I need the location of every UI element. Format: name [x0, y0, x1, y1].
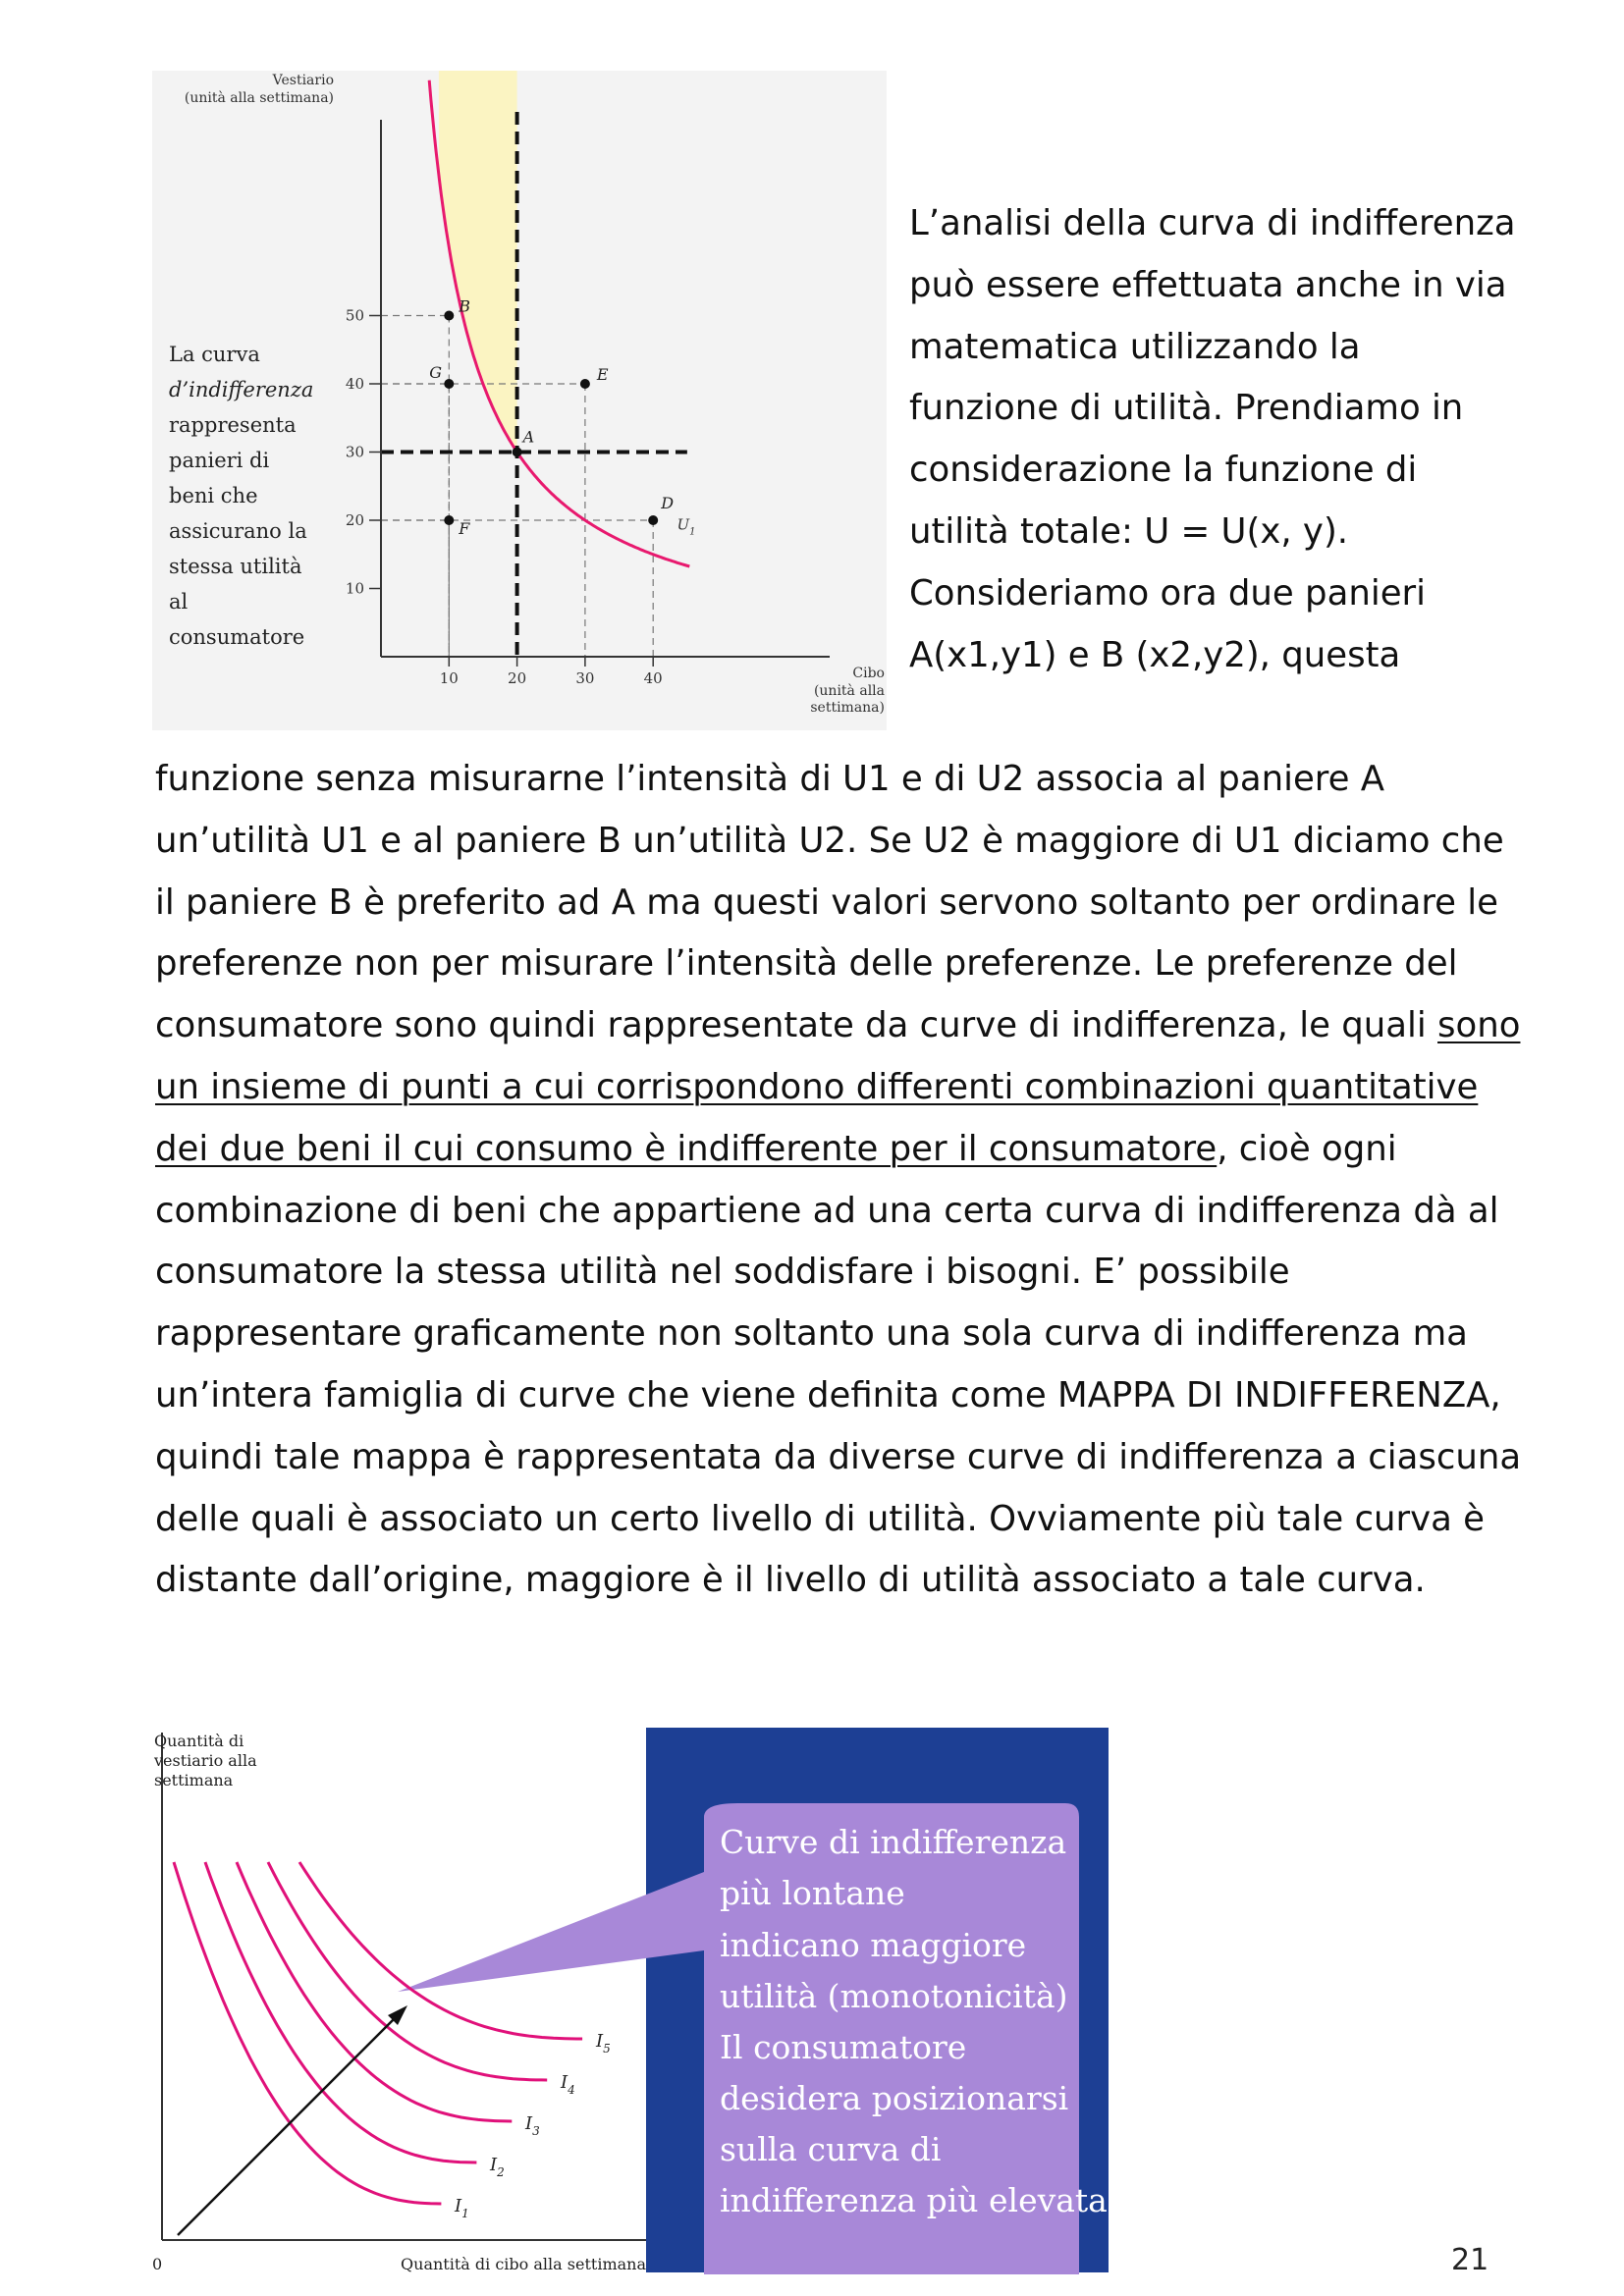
- x-axis-title: Quantità di cibo alla settimana: [401, 2255, 646, 2273]
- page-number: 21: [1451, 2243, 1489, 2277]
- annotation-line: consumatore: [169, 625, 305, 649]
- x-axis-title-line: Cibo: [852, 666, 885, 681]
- paragraph-main: [155, 749, 1530, 1612]
- y-axis-title-line: (unità alla settimana): [184, 90, 334, 106]
- y-axis-title-line: vestiario alla: [154, 1751, 257, 1770]
- callout-line: Il consumatore: [720, 2028, 967, 2066]
- annotation-line: assicurano la: [169, 519, 307, 543]
- y-tick-label: 10: [345, 579, 364, 598]
- callout-line: più lontane: [720, 1874, 905, 1912]
- curve-label-i1: $I_1$: [455, 2196, 469, 2220]
- y-tick-label: 20: [345, 511, 364, 529]
- annotation-line: La curva: [169, 343, 260, 366]
- x-tick-label: 30: [575, 669, 595, 687]
- paragraph-intro: L’analisi della curva di indifferenza può essere effettuata anche in via matematica utilizzando la funzione di utilità. Prendiamo in considerazione la funzione di utilità totale: U = U(x, y). Consideriamo ora due panieri A(x1,y1) e B (x2,y2), questa: [909, 203, 1516, 675]
- x-tick-label: 40: [643, 669, 663, 687]
- annotation-line: beni che: [169, 484, 258, 507]
- point-label-b: B: [459, 296, 471, 316]
- y-axis-title-line: Quantità di: [154, 1732, 244, 1750]
- origin-label: 0: [152, 2255, 163, 2273]
- y-axis-title-line: Vestiario: [272, 73, 334, 88]
- annotation-line: stessa utilità: [169, 555, 302, 578]
- callout-line: Curve di indifferenza: [720, 1823, 1067, 1861]
- point-label-f: F: [459, 519, 470, 538]
- callout-line: sulla curva di: [720, 2130, 942, 2168]
- point-label-g: G: [429, 363, 443, 382]
- annotation-line: d’indifferenza: [169, 378, 314, 401]
- curve-label-u1: $U_1$: [677, 515, 696, 538]
- paragraph-text: , cioè ogni combinazione di beni che appartiene ad una certa curva di indifferenza dà al consumatore la stessa utilità nel soddisfare i bisogni. E’ possibile rappresentare graficamente non soltanto una sola curva di indifferenza ma un’intera famiglia di curve che viene definita come MAPPA DI INDIFFERENZA, quindi tale mappa è rappresentata da diverse curve di indifferenza a ciascuna delle quali è associato un certo livello di utilità. Ovviamente più tale curva è distante dall’origine, maggiore è il livello di utilità associato a tale curva.: [155, 1128, 1522, 1601]
- x-axis-title-line: (unità alla: [813, 683, 885, 699]
- callout-line: utilità (monotonicità): [720, 1977, 1068, 2015]
- annotation-line: al: [169, 590, 189, 614]
- x-axis-title-line: settimana): [810, 700, 885, 716]
- indifference-curve-figure: [152, 71, 887, 730]
- curve-label-i5: $I_5$: [596, 2031, 611, 2056]
- curve-label-i4: $I_4$: [561, 2072, 575, 2097]
- point-d: [648, 515, 658, 525]
- curve-label-i2: $I_2$: [490, 2155, 505, 2179]
- annotation-line: rappresenta: [169, 413, 297, 437]
- callout-line: indifferenza più elevata: [720, 2181, 1108, 2219]
- paragraph-text: funzione senza misurarne l’intensità di U1 e di U2 associa al paniere A un’utilità U1 e al paniere B un’utilità U2. Se U2 è maggiore di U1 diciamo che il paniere B è preferito ad A ma questi valori servono soltanto per ordinare le preferenze non per misurare l’intensità delle preferenze. Le preferenze del consumatore sono quindi rappresentate da curve di indifferenza, le quali: [155, 759, 1504, 1046]
- y-axis-title-line: settimana: [154, 1771, 234, 1789]
- point-label-e: E: [596, 365, 609, 384]
- x-tick-label: 20: [508, 669, 527, 687]
- point-g: [444, 379, 454, 389]
- callout-line: desidera posizionarsi: [720, 2079, 1069, 2117]
- point-label-a: A: [522, 427, 535, 447]
- y-tick-label: 40: [345, 375, 364, 393]
- underlined-definition: sono un insieme di punti a cui corrispondono differenti combinazioni quantitative dei due beni il cui consumo è indifferente per il consumatore: [155, 1005, 1521, 1169]
- callout-line: indicano maggiore: [720, 1926, 1027, 1964]
- point-e: [580, 379, 590, 389]
- map-background: [152, 1725, 646, 2274]
- point-label-d: D: [661, 494, 675, 512]
- curve-label-i3: $I_3$: [525, 2113, 540, 2138]
- annotation-line: panieri di: [169, 449, 270, 472]
- point-a: [513, 448, 522, 457]
- y-tick-label: 30: [345, 443, 364, 461]
- indifference-map-figure: [152, 1725, 1109, 2274]
- point-f: [444, 515, 454, 525]
- x-tick-label: 10: [439, 669, 459, 687]
- y-tick-label: 50: [345, 306, 364, 325]
- point-b: [444, 311, 454, 321]
